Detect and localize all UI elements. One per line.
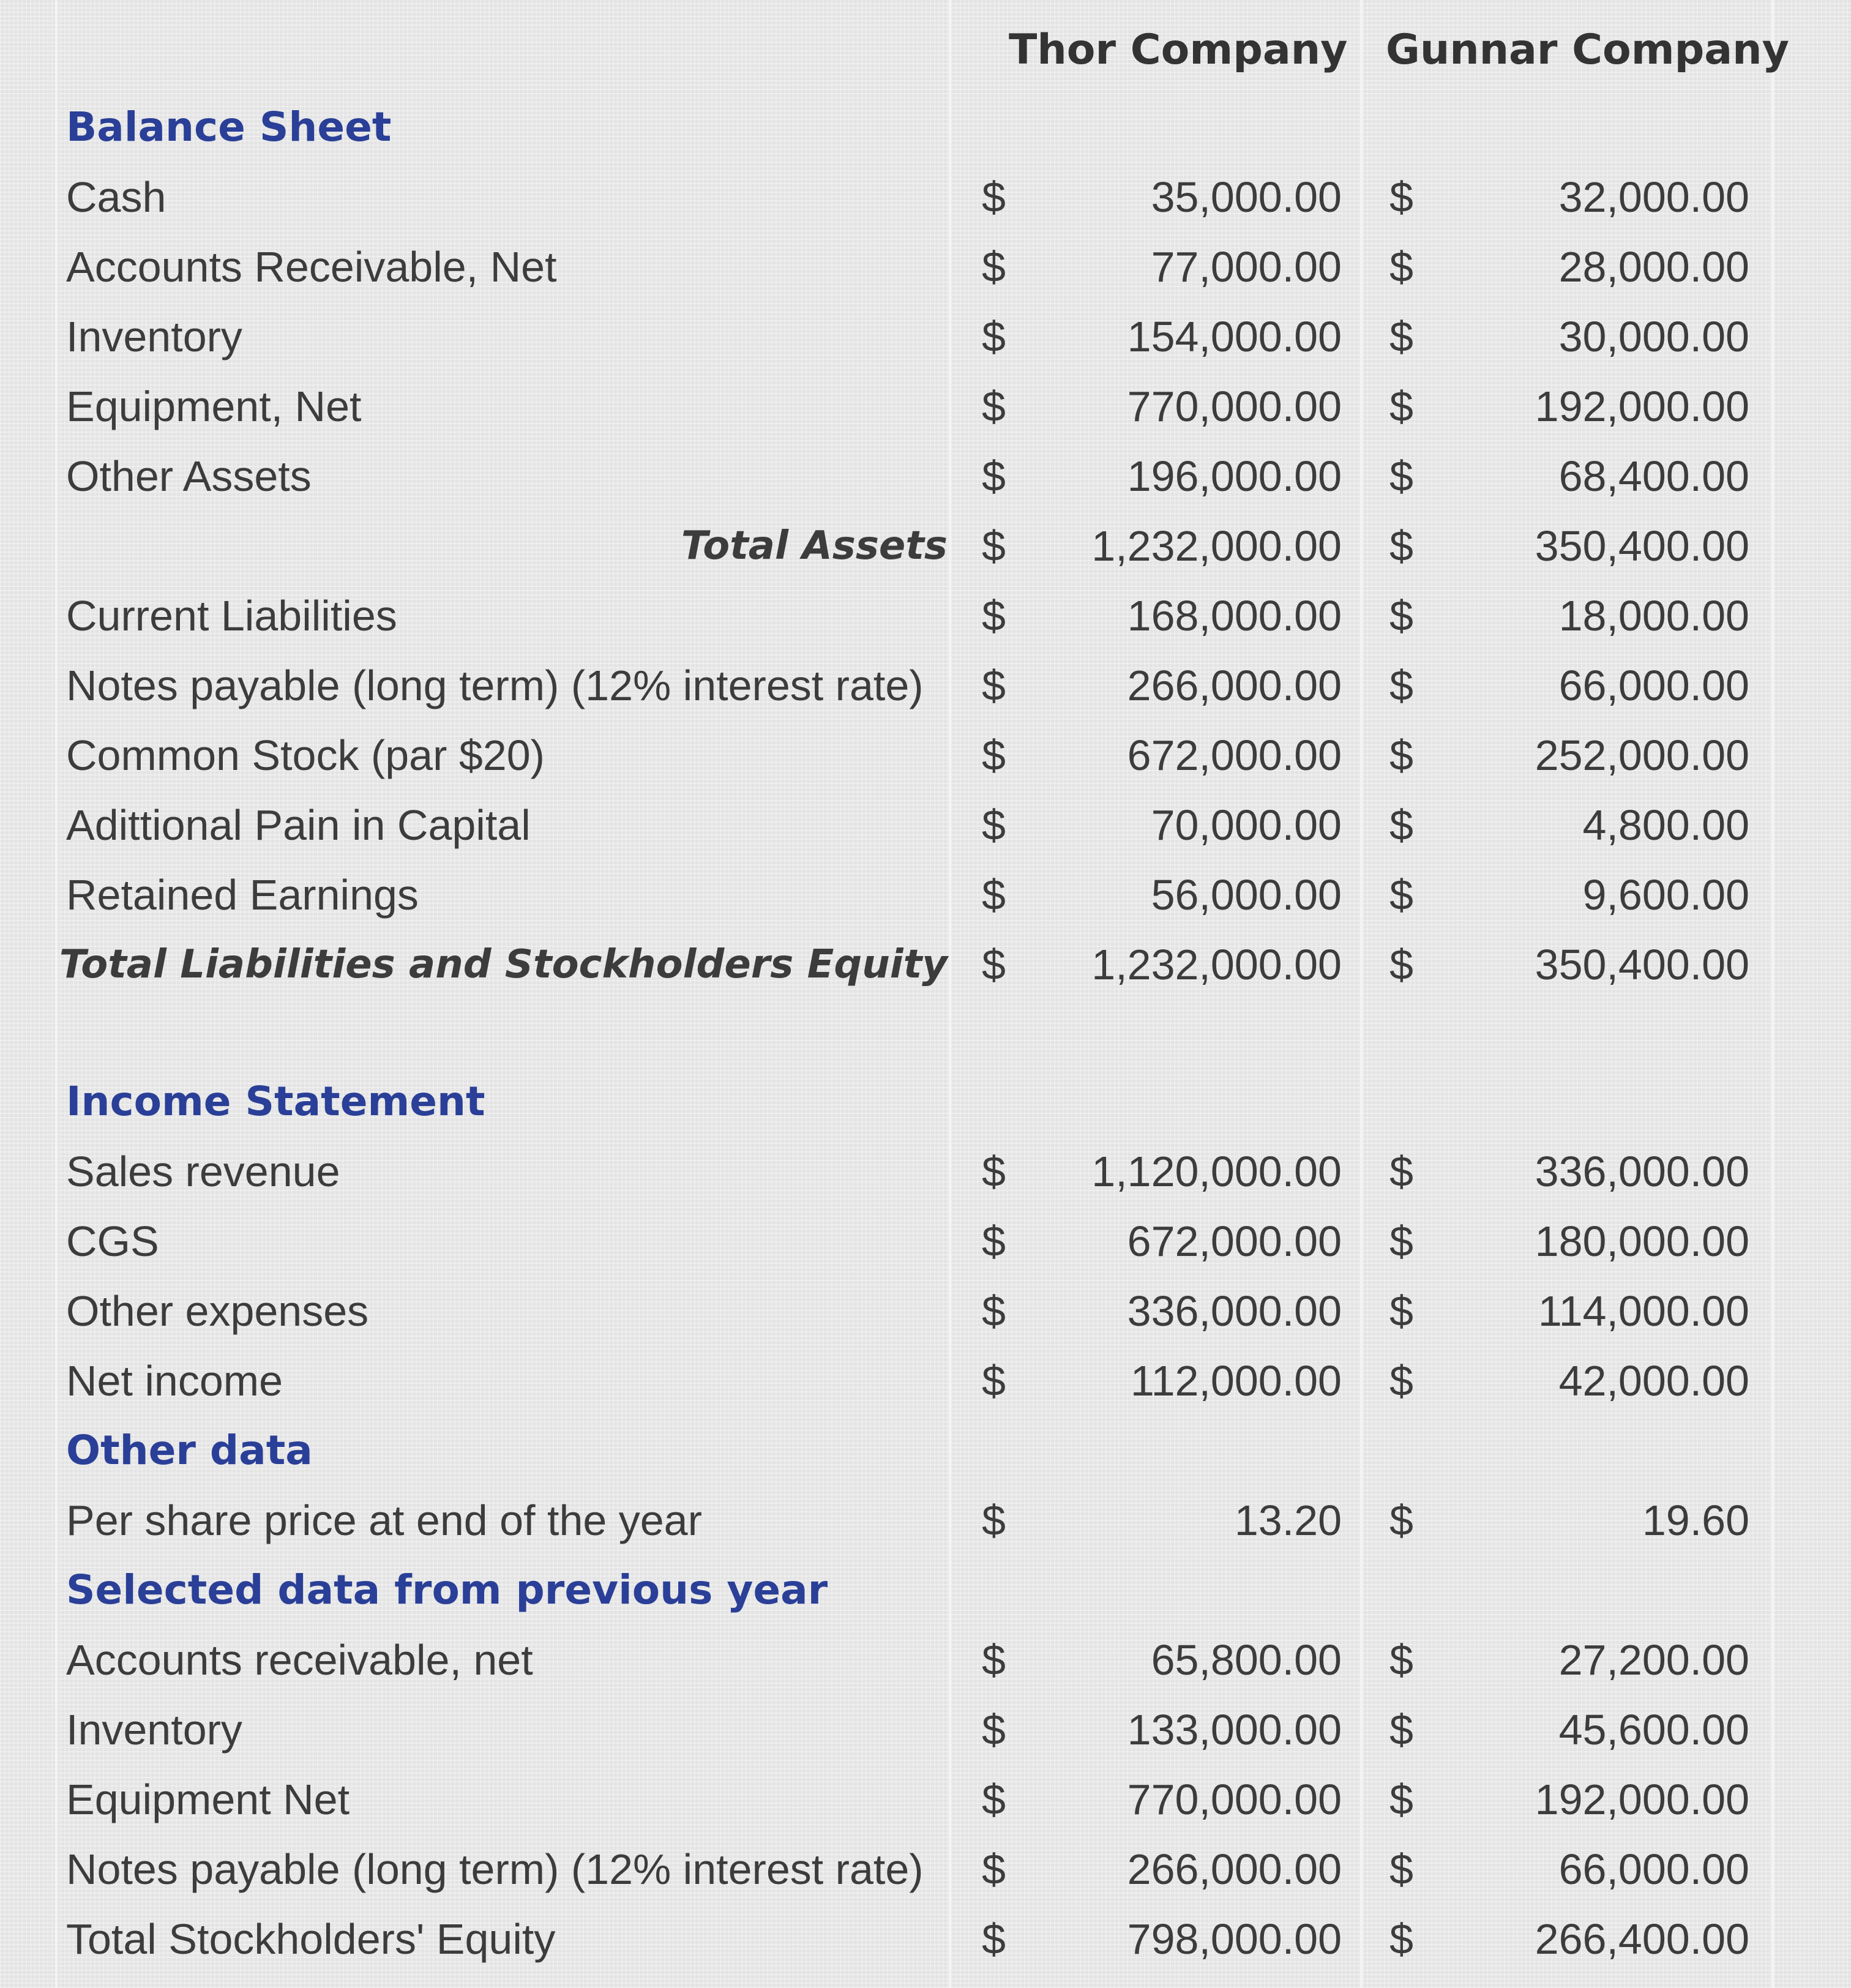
row-total-assets-thor-currency: $ <box>982 522 1006 570</box>
row-current-liabilities-thor-currency: $ <box>982 592 1006 640</box>
row-cash-thor-currency: $ <box>982 173 1006 221</box>
row-share-price-gunnar-currency: $ <box>1389 1497 1413 1544</box>
row-inventory-gunnar-currency: $ <box>1389 313 1413 361</box>
row-other-expenses-thor-currency: $ <box>982 1287 1006 1335</box>
row-accounts-receivable-label[interactable]: Accounts Receivable, Net <box>66 243 557 291</box>
row-prev-inventory-thor-value[interactable]: 133,000.00 <box>1127 1706 1342 1754</box>
column-divider <box>1360 0 1363 1988</box>
row-equipment-thor-currency: $ <box>982 383 1006 430</box>
column-divider <box>949 0 951 1988</box>
row-prev-total-equity-gunnar-value[interactable]: 266,400.00 <box>1535 1915 1749 1963</box>
row-prev-equipment-label[interactable]: Equipment Net <box>66 1776 350 1823</box>
row-retained-earnings-thor-currency: $ <box>982 871 1006 919</box>
row-prev-accounts-receivable-thor-currency: $ <box>982 1636 1006 1684</box>
row-notes-payable-gunnar-currency: $ <box>1389 662 1413 709</box>
row-cash-thor-value[interactable]: 35,000.00 <box>1151 173 1342 221</box>
row-other-assets-gunnar-value[interactable]: 68,400.00 <box>1558 452 1749 500</box>
row-prev-notes-payable-gunnar-currency: $ <box>1389 1845 1413 1893</box>
row-inventory-thor-currency: $ <box>982 313 1006 361</box>
row-prev-accounts-receivable-gunnar-value[interactable]: 27,200.00 <box>1558 1636 1749 1684</box>
row-other-assets-thor-value[interactable]: 196,000.00 <box>1127 452 1342 500</box>
row-cgs-label[interactable]: CGS <box>66 1217 159 1265</box>
column-divider <box>55 0 58 1988</box>
row-total-liabilities-equity-thor-currency: $ <box>982 941 1006 988</box>
row-equipment-gunnar-value[interactable]: 192,000.00 <box>1535 383 1749 430</box>
row-accounts-receivable-thor-currency: $ <box>982 243 1006 291</box>
row-retained-earnings-label[interactable]: Retained Earnings <box>66 871 419 919</box>
row-prev-accounts-receivable-thor-value[interactable]: 65,800.00 <box>1151 1636 1342 1684</box>
row-prev-accounts-receivable-label[interactable]: Accounts receivable, net <box>66 1636 533 1684</box>
row-prev-total-equity-thor-value[interactable]: 798,000.00 <box>1127 1915 1342 1963</box>
row-sales-revenue-thor-currency: $ <box>982 1148 1006 1195</box>
section-other-data[interactable]: Other data <box>66 1427 313 1474</box>
row-inventory-thor-value[interactable]: 154,000.00 <box>1127 313 1342 361</box>
row-net-income-thor-currency: $ <box>982 1357 1006 1405</box>
row-common-stock-thor-value[interactable]: 672,000.00 <box>1127 731 1342 779</box>
row-prev-equipment-gunnar-currency: $ <box>1389 1776 1413 1823</box>
row-notes-payable-label[interactable]: Notes payable (long term) (12% interest rate) <box>66 662 924 709</box>
row-prev-total-equity-thor-currency: $ <box>982 1915 1006 1963</box>
section-previous-year[interactable]: Selected data from previous year <box>66 1566 828 1613</box>
row-current-liabilities-thor-value[interactable]: 168,000.00 <box>1127 592 1342 640</box>
row-current-liabilities-label[interactable]: Current Liabilities <box>66 592 397 640</box>
row-total-assets-thor-value[interactable]: 1,232,000.00 <box>1091 522 1342 570</box>
row-net-income-label[interactable]: Net income <box>66 1357 283 1405</box>
row-net-income-gunnar-currency: $ <box>1389 1357 1413 1405</box>
row-prev-inventory-gunnar-currency: $ <box>1389 1706 1413 1754</box>
row-prev-inventory-label[interactable]: Inventory <box>66 1706 242 1754</box>
row-cash-gunnar-value[interactable]: 32,000.00 <box>1558 173 1749 221</box>
row-other-assets-gunnar-currency: $ <box>1389 452 1413 500</box>
row-cgs-gunnar-currency: $ <box>1389 1217 1413 1265</box>
row-equipment-label[interactable]: Equipment, Net <box>66 383 362 430</box>
row-notes-payable-thor-currency: $ <box>982 662 1006 709</box>
row-share-price-gunnar-value[interactable]: 19.60 <box>1642 1497 1749 1544</box>
row-equipment-gunnar-currency: $ <box>1389 383 1413 430</box>
row-total-liabilities-equity-gunnar-value[interactable]: 350,400.00 <box>1535 941 1749 988</box>
row-prev-inventory-thor-currency: $ <box>982 1706 1006 1754</box>
row-sales-revenue-gunnar-value[interactable]: 336,000.00 <box>1535 1148 1749 1195</box>
row-prev-notes-payable-label[interactable]: Notes payable (long term) (12% interest rate) <box>66 1845 924 1893</box>
row-net-income-gunnar-value[interactable]: 42,000.00 <box>1558 1357 1749 1405</box>
row-cgs-thor-currency: $ <box>982 1217 1006 1265</box>
row-inventory-gunnar-value[interactable]: 30,000.00 <box>1558 313 1749 361</box>
row-other-assets-label[interactable]: Other Assets <box>66 452 312 500</box>
column-divider <box>1771 0 1774 1988</box>
section-balance-sheet[interactable]: Balance Sheet <box>66 103 392 151</box>
row-accounts-receivable-thor-value[interactable]: 77,000.00 <box>1151 243 1342 291</box>
row-current-liabilities-gunnar-value[interactable]: 18,000.00 <box>1558 592 1749 640</box>
row-additional-paid-in-capital-label[interactable]: Adittional Pain in Capital <box>66 801 531 849</box>
row-common-stock-gunnar-currency: $ <box>1389 731 1413 779</box>
row-cgs-thor-value[interactable]: 672,000.00 <box>1127 1217 1342 1265</box>
row-total-liabilities-equity-thor-value[interactable]: 1,232,000.00 <box>1091 941 1342 988</box>
row-share-price-thor-value[interactable]: 13.20 <box>1234 1497 1342 1544</box>
row-notes-payable-thor-value[interactable]: 266,000.00 <box>1127 662 1342 709</box>
row-share-price-thor-currency: $ <box>982 1497 1006 1544</box>
row-other-expenses-gunnar-currency: $ <box>1389 1287 1413 1335</box>
row-common-stock-thor-currency: $ <box>982 731 1006 779</box>
row-net-income-thor-value[interactable]: 112,000.00 <box>1130 1357 1342 1405</box>
row-total-liabilities-equity-label[interactable]: Total Liabilities and Stockholders Equity <box>59 942 948 987</box>
row-common-stock-gunnar-value[interactable]: 252,000.00 <box>1535 731 1749 779</box>
row-total-assets-gunnar-value[interactable]: 350,400.00 <box>1535 522 1749 570</box>
row-notes-payable-gunnar-value[interactable]: 66,000.00 <box>1558 662 1749 709</box>
row-retained-earnings-gunnar-value[interactable]: 9,600.00 <box>1582 871 1749 919</box>
row-other-expenses-thor-value[interactable]: 336,000.00 <box>1127 1287 1342 1335</box>
row-prev-notes-payable-thor-currency: $ <box>982 1845 1006 1893</box>
row-total-assets-gunnar-currency: $ <box>1389 522 1413 570</box>
row-cash-label[interactable]: Cash <box>66 173 166 221</box>
row-total-liabilities-equity-gunnar-currency: $ <box>1389 941 1413 988</box>
row-sales-revenue-label[interactable]: Sales revenue <box>66 1148 340 1195</box>
row-prev-equipment-thor-value[interactable]: 770,000.00 <box>1127 1776 1342 1823</box>
row-cgs-gunnar-value[interactable]: 180,000.00 <box>1535 1217 1749 1265</box>
row-accounts-receivable-gunnar-currency: $ <box>1389 243 1413 291</box>
row-prev-notes-payable-gunnar-value[interactable]: 66,000.00 <box>1558 1845 1749 1893</box>
column-header-gunnar[interactable]: Gunnar Company <box>1386 26 1789 74</box>
row-prev-accounts-receivable-gunnar-currency: $ <box>1389 1636 1413 1684</box>
row-equipment-thor-value[interactable]: 770,000.00 <box>1127 383 1342 430</box>
row-retained-earnings-thor-value[interactable]: 56,000.00 <box>1151 871 1342 919</box>
row-accounts-receivable-gunnar-value[interactable]: 28,000.00 <box>1558 243 1749 291</box>
row-other-expenses-gunnar-value[interactable]: 114,000.00 <box>1538 1287 1749 1335</box>
row-share-price-label[interactable]: Per share price at end of the year <box>66 1497 702 1544</box>
row-inventory-label[interactable]: Inventory <box>66 313 242 361</box>
row-additional-paid-in-capital-gunnar-currency: $ <box>1389 801 1413 849</box>
row-additional-paid-in-capital-thor-value[interactable]: 70,000.00 <box>1151 801 1342 849</box>
row-current-liabilities-gunnar-currency: $ <box>1389 592 1413 640</box>
row-other-expenses-label[interactable]: Other expenses <box>66 1287 369 1335</box>
row-prev-notes-payable-thor-value[interactable]: 266,000.00 <box>1127 1845 1342 1893</box>
column-header-thor[interactable]: Thor Company <box>1009 26 1348 74</box>
row-sales-revenue-gunnar-currency: $ <box>1389 1148 1413 1195</box>
row-prev-equipment-gunnar-value[interactable]: 192,000.00 <box>1535 1776 1749 1823</box>
row-prev-total-equity-label[interactable]: Total Stockholders' Equity <box>66 1915 556 1963</box>
row-additional-paid-in-capital-gunnar-value[interactable]: 4,800.00 <box>1582 801 1749 849</box>
row-cash-gunnar-currency: $ <box>1389 173 1413 221</box>
row-prev-total-equity-gunnar-currency: $ <box>1389 1915 1413 1963</box>
row-additional-paid-in-capital-thor-currency: $ <box>982 801 1006 849</box>
row-common-stock-label[interactable]: Common Stock (par $20) <box>66 731 545 779</box>
row-prev-inventory-gunnar-value[interactable]: 45,600.00 <box>1558 1706 1749 1754</box>
row-prev-equipment-thor-currency: $ <box>982 1776 1006 1823</box>
row-sales-revenue-thor-value[interactable]: 1,120,000.00 <box>1091 1148 1342 1195</box>
row-other-assets-thor-currency: $ <box>982 452 1006 500</box>
row-total-assets-label[interactable]: Total Assets <box>681 523 948 569</box>
section-income-statement[interactable]: Income Statement <box>66 1078 485 1125</box>
row-retained-earnings-gunnar-currency: $ <box>1389 871 1413 919</box>
